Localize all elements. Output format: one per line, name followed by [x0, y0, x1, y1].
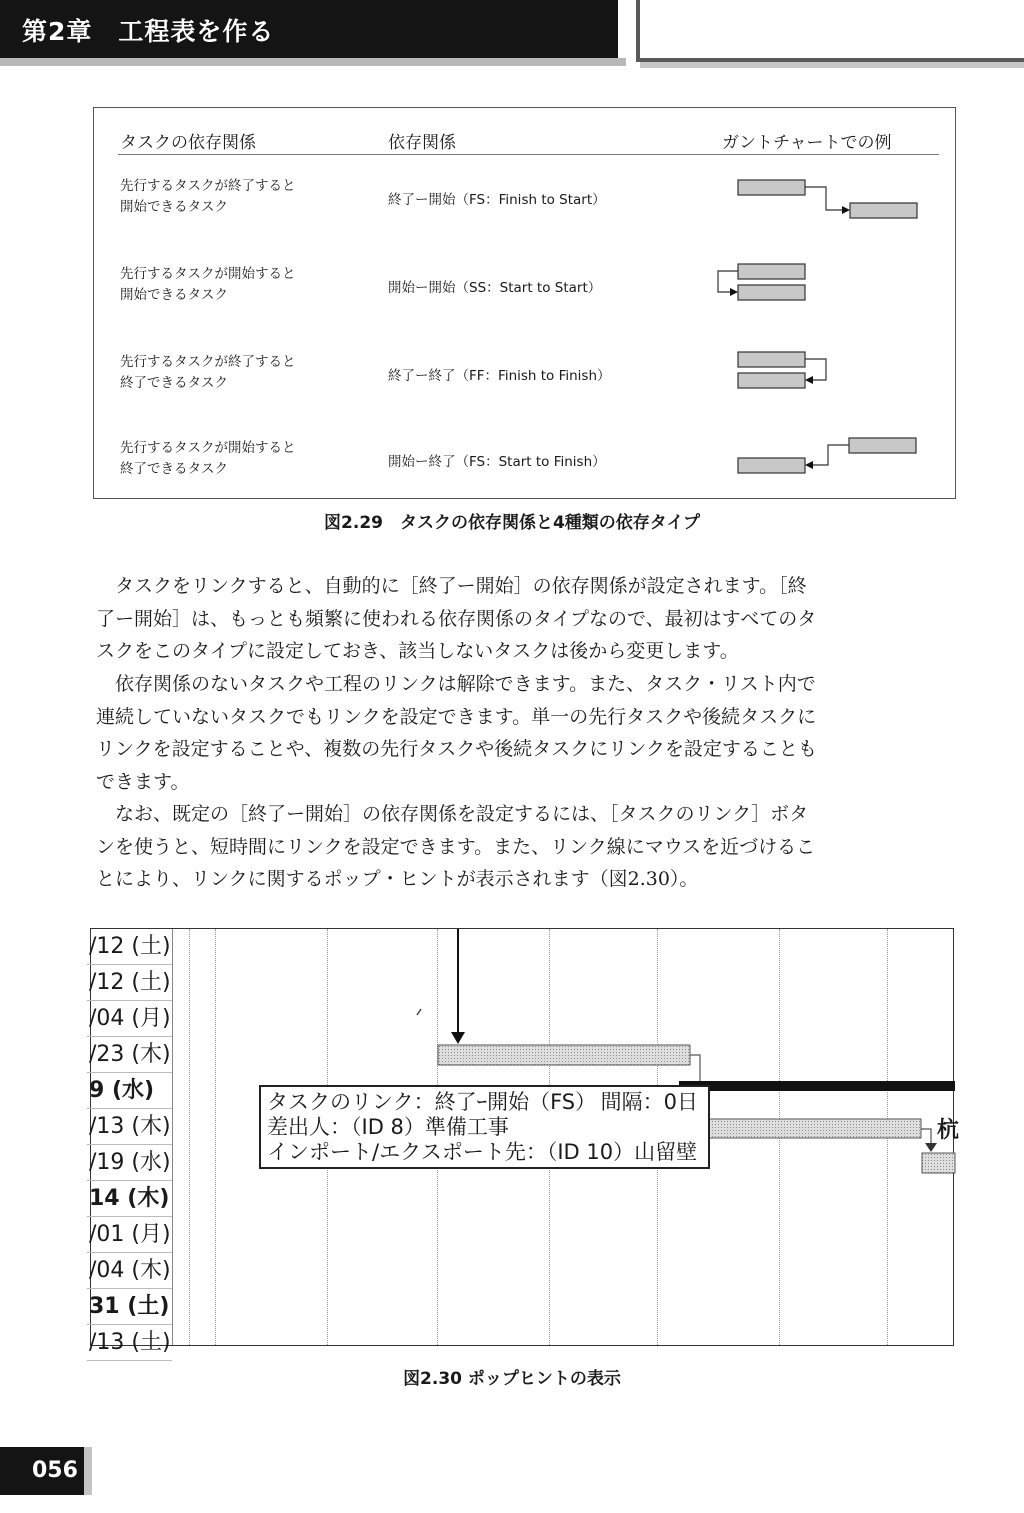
gantt-example-sf	[714, 428, 934, 498]
date-cell: /12 (土)	[87, 965, 172, 1001]
gantt-example-ff	[714, 342, 934, 412]
col-header-dependency: タスクの依存関係	[120, 133, 256, 153]
chapter-header	[0, 0, 618, 58]
figure-caption-2-30: 図2.30 ポップヒントの表示	[403, 1369, 621, 1389]
col-header-type: 依存関係	[388, 133, 456, 153]
row-dependency-type: 開始ー開始（SS：Start to Start）	[388, 280, 602, 296]
row-description: 先行するタスクが開始すると 開始できるタスク	[120, 266, 296, 303]
paragraph-1: タスクをリンクすると、自動的に［終了ー開始］の依存関係が設定されます。［終 了ー開始］は、もっとも頻繁に使われる依存関係のタイプなので、最初はすべてのタ スクをこのタイプに設定しておき、該当しないタスクは後から変更します。	[96, 575, 817, 662]
paragraph-3: なお、既定の［終了ー開始］の依存関係を設定するには、［タスクのリンク］ボタ ンを使うと、短時間にリンクを設定できます。また、リンク線にマウスを近づけるこ とにより、リンクに関するポップ・ヒントが表示されます（図2.30）。	[96, 803, 816, 890]
popup-from: 差出人：（ID 8）準備工事	[267, 1115, 509, 1139]
date-cell: /01 (月)	[87, 1217, 172, 1253]
header-rule	[118, 154, 939, 155]
page-number: 056	[0, 1447, 84, 1495]
row-dependency-type: 開始ー終了（FS：Start to Finish）	[388, 454, 606, 470]
task-name-label: 杭	[937, 1118, 960, 1143]
date-cell: /04 (木)	[87, 1253, 172, 1289]
chapter-title: 工程表を作る	[118, 17, 275, 46]
popup-lag: 間隔：0日	[600, 1090, 698, 1114]
figure-caption-2-29: 図2.29 タスクの依存関係と4種類の依存タイプ	[324, 513, 700, 533]
row-description: 先行するタスクが開始すると 終了できるタスク	[120, 440, 296, 477]
date-cell: /12 (土)	[87, 929, 172, 965]
date-cell: /19 (水)	[87, 1145, 172, 1181]
row-description: 先行するタスクが終了すると 終了できるタスク	[120, 354, 296, 391]
date-cell: /13 (木)	[87, 1109, 172, 1145]
table-row-ss	[94, 264, 955, 344]
page-number-shadow	[84, 1447, 92, 1495]
date-cell: /04 (月)	[87, 1001, 172, 1037]
date-cell: /13 (土)	[87, 1325, 172, 1361]
table-row-sf	[94, 438, 955, 518]
popup-to: インポート/エクスポート先：（ID 10）山留壁	[267, 1140, 698, 1164]
header-shadow	[0, 58, 626, 66]
pop-hint	[259, 1085, 710, 1169]
row-description: 先行するタスクが終了すると 開始できるタスク	[120, 178, 296, 215]
popup-link-type: タスクのリンク：終了ｰ開始（FS）	[267, 1090, 597, 1114]
header-frame	[636, 0, 1024, 62]
table-row-ff	[94, 352, 955, 432]
date-cell: /23 (木)	[87, 1037, 172, 1073]
row-dependency-type: 終了ー終了（FF：Finish to Finish）	[388, 368, 611, 384]
header-frame-shadow	[640, 62, 1024, 68]
dependency-table	[93, 107, 956, 499]
gantt-screenshot	[89, 928, 960, 1355]
date-cell: 31 (土)	[87, 1289, 172, 1325]
paragraph-2: 依存関係のないタスクや工程のリンクは解除できます。また、タスク・リスト内で 連続していないタスクでもリンクを設定できます。単一の先行タスクや後続タスクに リンクを設定することや、複数の先行タスクや後続タスクにリンクを設定することも できます。	[96, 673, 817, 793]
gantt-example-ss	[714, 254, 934, 324]
gantt-example-fs	[714, 166, 934, 236]
date-cell: 9 (水)	[87, 1073, 172, 1109]
table-row-fs	[94, 176, 955, 256]
col-header-gantt: ガントチャートでの例	[722, 133, 892, 153]
date-cell: 14 (木)	[87, 1181, 172, 1217]
chapter-number: 第2章	[22, 17, 93, 46]
row-dependency-type: 終了ー開始（FS：Finish to Start）	[388, 192, 606, 208]
